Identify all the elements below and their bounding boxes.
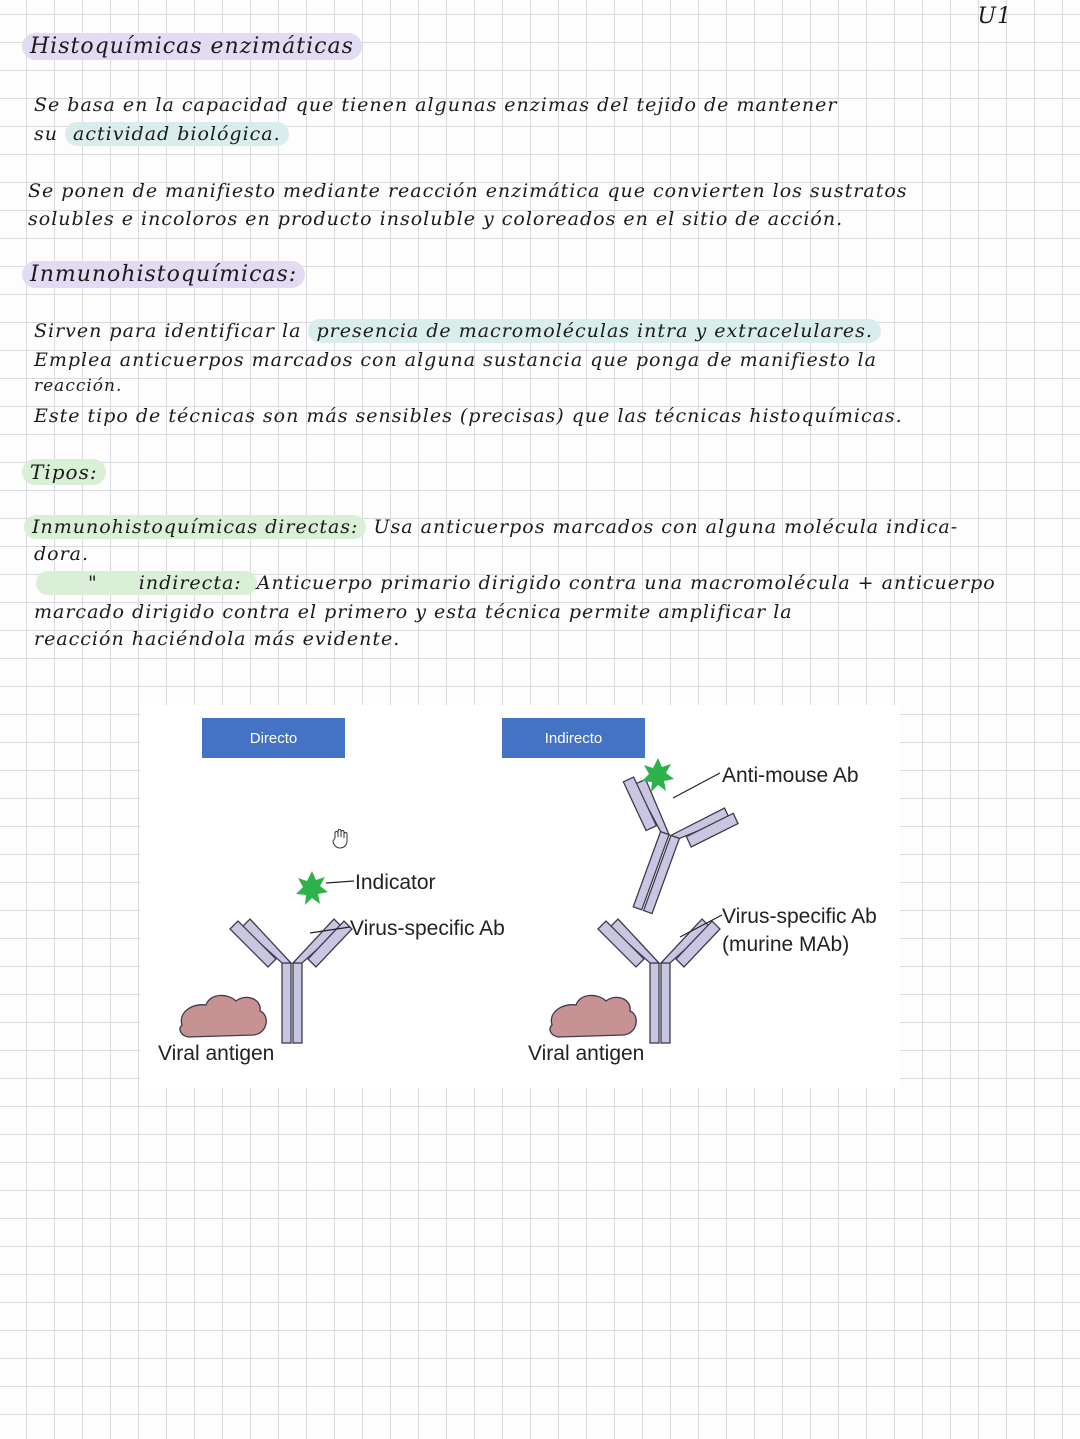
label-indicator: Indicator xyxy=(355,871,436,894)
label-virus-specific-ab: Virus-specific Ab xyxy=(350,917,505,940)
paragraph-line: su actividad biológica. xyxy=(34,123,289,145)
label-viral-antigen-left: Viral antigen xyxy=(158,1042,275,1065)
paragraph-line: Emplea anticuerpos marcados con alguna sustancia que ponga de manifiesto la xyxy=(34,349,877,371)
antigen-left xyxy=(180,995,266,1037)
label-viral-antigen-right: Viral antigen xyxy=(528,1042,645,1065)
page-number: U1 xyxy=(977,4,1012,29)
paragraph-line: Se ponen de manifiesto mediante reacción enzimática que convierten los sustratos xyxy=(28,180,908,202)
paragraph-line: Este tipo de técnicas son más sensibles (precisas) que las técnicas histoquímicas. xyxy=(34,405,903,427)
highlight-actividad: actividad biológica. xyxy=(65,122,289,146)
highlight-indirecta: " indirecta: xyxy=(36,571,257,595)
paragraph-line: reacción haciéndola más evidente. xyxy=(34,628,401,650)
antibody-secondary-anti-mouse xyxy=(584,772,741,930)
highlight-presencia: presencia de macromoléculas intra y extracelulares. xyxy=(308,319,881,343)
label-virus-specific-ab-murine: Virus-specific Ab xyxy=(722,905,877,928)
tag-directo: Directo xyxy=(202,718,345,758)
paragraph-line: " indirecta: Anticuerpo primario dirigido contra una macromolécula + anticuerpo xyxy=(36,572,996,594)
diagram-svg xyxy=(140,705,900,1088)
paragraph-line: dora. xyxy=(34,543,90,565)
indicator-star-left xyxy=(296,871,328,905)
tag-indirecto: Indirecto xyxy=(502,718,645,758)
label-murine-mab: (murine MAb) xyxy=(722,933,850,956)
hand-cursor-icon xyxy=(333,830,347,849)
antibody-diagram xyxy=(140,705,900,1088)
highlight-directas: Inmunohistoquímicas directas: xyxy=(24,515,366,539)
paragraph-line: Inmunohistoquímicas directas: Usa anticuerpos marcados con alguna molécula indica- xyxy=(24,516,958,538)
paragraph-line: reacción. xyxy=(34,376,123,396)
section-heading-histoquimicas: Histoquímicas enzimáticas xyxy=(22,34,362,59)
section-heading-inmuno: Inmunohistoquímicas: xyxy=(22,262,305,287)
paragraph-line: Se basa en la capacidad que tienen algunas enzimas del tejido de mantener xyxy=(34,94,838,116)
paragraph-line: marcado dirigido contra el primero y esta técnica permite amplificar la xyxy=(34,601,793,623)
section-heading-tipos: Tipos: xyxy=(22,460,106,484)
paragraph-line: Sirven para identificar la presencia de macromoléculas intra y extracelulares. xyxy=(34,320,881,342)
paragraph-line: solubles e incoloros en producto insoluble y coloreados en el sitio de acción. xyxy=(28,208,844,230)
antigen-right xyxy=(550,995,636,1037)
label-anti-mouse-ab: Anti-mouse Ab xyxy=(722,764,859,787)
